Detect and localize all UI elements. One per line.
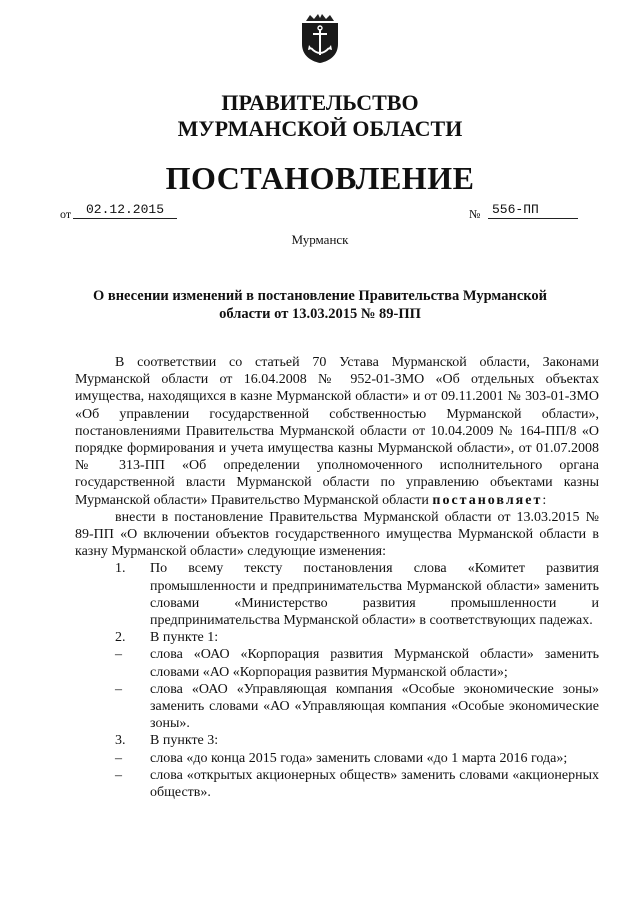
intro-paragraph: внести в постановление Правительства Мурманской области от 13.03.2015 № 89-ПП «О включении объектов государственного имущества Мурманской области в казну Мурманской области» следующие изменения: <box>75 509 599 560</box>
list-marker: – <box>115 681 122 697</box>
list-marker: – <box>115 767 122 783</box>
city-line: Мурманск <box>291 232 349 247</box>
issuing-body-title <box>0 90 640 142</box>
subject-line-1: О внесении изменений в постановление Правительства Мурманской <box>92 288 548 304</box>
list-text: В пункте 3: <box>150 733 219 749</box>
decree-word: постановляет <box>432 492 543 508</box>
list-item <box>75 681 599 733</box>
preamble-paragraph <box>75 354 599 509</box>
list-marker: – <box>115 750 122 766</box>
list-text: слова «ОАО «Управляющая компания «Особые экономические зоны» заменить словами «АО «Управляющая компания «Особые экономические зоны». <box>150 681 599 732</box>
number-label: № <box>469 207 481 221</box>
document-type-heading: ПОСТАНОВЛЕНИЕ <box>165 160 475 196</box>
date-field: 02.12.2015 <box>73 201 177 219</box>
subject-title <box>90 287 550 323</box>
list-text: В пункте 1: <box>150 630 219 646</box>
number-field: 556-ПП <box>488 201 578 219</box>
coat-of-arms-icon <box>297 12 343 64</box>
list-item <box>75 646 599 680</box>
org-line-1: ПРАВИТЕЛЬСТВО <box>221 90 419 115</box>
list-text: По всему тексту постановления слова «Комитет развития промышленности и предпринимательства Мурманской области» заменить словами «Министерство развития промышленности и предпринимательства Мурманской области» в соответствующих падежах. <box>150 561 599 629</box>
org-line-2: МУРМАНСКОЙ ОБЛАСТИ <box>177 116 463 141</box>
list-marker: 1. <box>115 561 126 577</box>
list-marker: 2. <box>115 630 126 646</box>
list-text: слова «ОАО «Корпорация развития Мурманской области» заменить словами «АО «Корпорация развития Мурманской области»; <box>150 647 599 680</box>
list-item <box>75 767 599 801</box>
list-text: слова «до конца 2015 года» заменить словами «до 1 марта 2016 года»; <box>150 750 568 766</box>
list-marker: 3. <box>115 733 126 749</box>
document-body <box>75 354 599 801</box>
preamble-text: В соответствии со статьей 70 Устава Мурманской области, Законами Мурманской области от 16.04.2008 № 952-01-ЗМО «Об отдельных объектах имущества, находящихся в казне Мурманской области» и от 09.11.2001 № 303-01-ЗМО «Об управлении государственной собственностью Мурманской области», постановлениями Правительства Мурманской области от 10.04.2009 № 164-ПП/8 «О порядке формирования и учета имущества казны Мурманской области», от 01.07.2008 № 313-ПП «Об определении уполномоченного исполнительного органа государственной власти Мурманской области по управлению объектами казны Мурманской области» Правительство Мурманской области <box>75 355 599 508</box>
list-text: слова «открытых акционерных обществ» заменить словами «акционерных обществ». <box>150 767 599 801</box>
subject-line-2: области от 13.03.2015 № 89-ПП <box>219 306 421 322</box>
list-item <box>75 629 599 646</box>
date-label: от <box>60 207 72 221</box>
list-item <box>75 750 599 767</box>
list-marker: – <box>115 647 122 663</box>
list-item <box>75 560 599 629</box>
decree-colon: : <box>542 492 547 508</box>
list-item <box>75 732 599 749</box>
